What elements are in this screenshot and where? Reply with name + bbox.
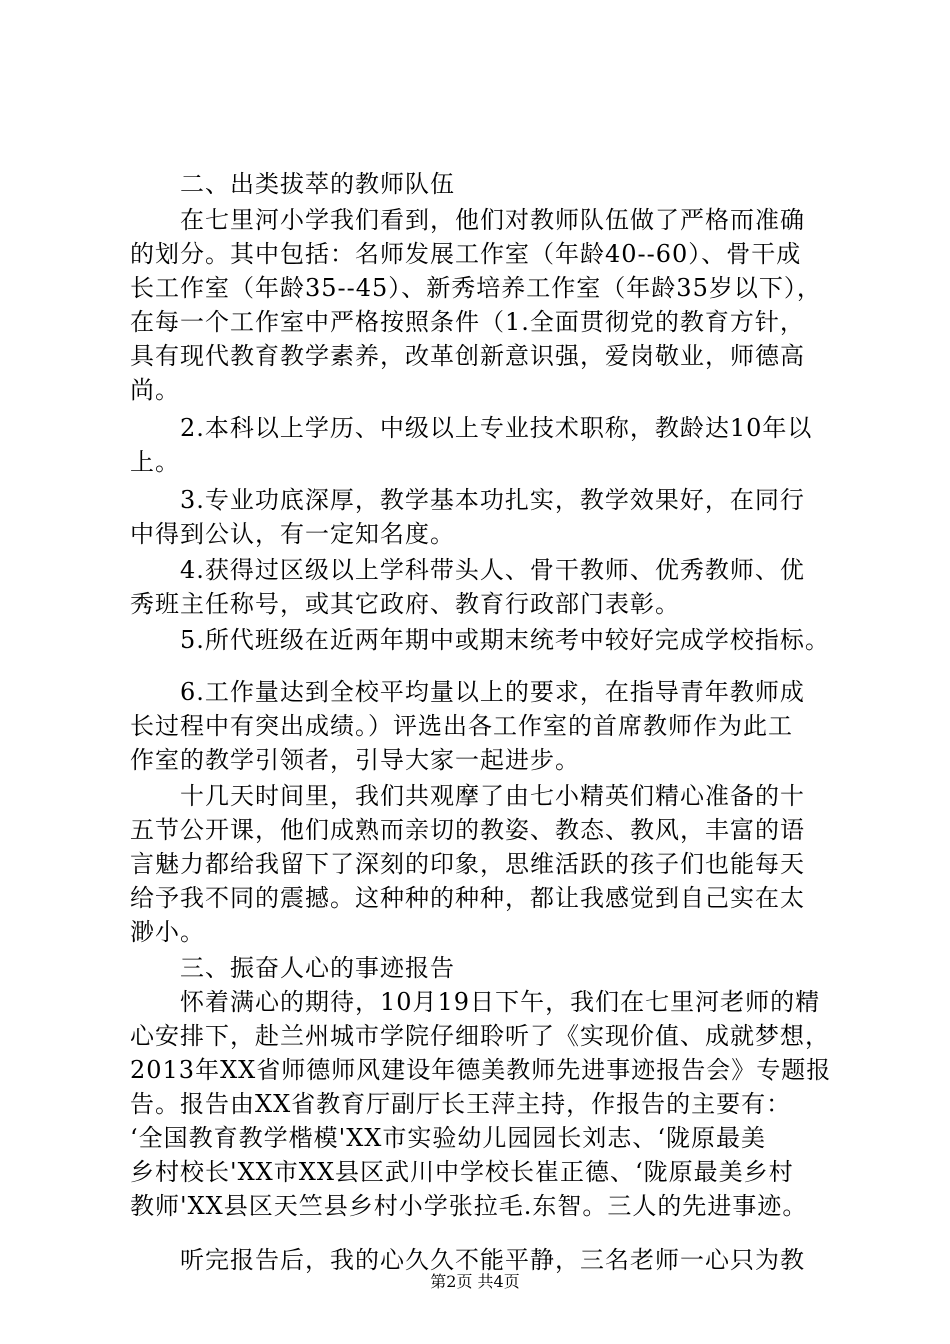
paragraph-line: 心安排下，赴兰州城市学院仔细聆听了《实现价值、成就梦想， (130, 1022, 830, 1050)
paragraph-line: 五节公开课，他们成熟而亲切的教姿、教态、教风，丰富的语 (130, 816, 805, 844)
paragraph-line: 乡村校长'XX市XX县区武川中学校长崔正德、‘陇原最美乡村 (130, 1158, 794, 1186)
paragraph-line: 尚。 (130, 376, 180, 404)
paragraph-line: 长工作室（年龄35--45）、新秀培养工作室（年龄35岁以下）， (130, 274, 822, 302)
paragraph-line: 言魅力都给我留下了深刻的印象，思维活跃的孩子们也能每天 (130, 850, 805, 878)
section-heading: 二、出类拔萃的教师队伍 (130, 170, 455, 198)
paragraph-line: 5.所代班级在近两年期中或期末统考中较好完成学校指标。 (130, 626, 830, 654)
paragraph-line: 6.工作量达到全校平均量以上的要求，在指导青年教师成 (130, 678, 805, 706)
paragraph-line: 听完报告后，我的心久久不能平静，三名老师一心只为教 (130, 1246, 805, 1274)
paragraph-line: 告。报告由XX省教育厅副厅长王萍主持，作报告的主要有： (130, 1090, 792, 1118)
paragraph-line: 在七里河小学我们看到，他们对教师队伍做了严格而准确 (130, 206, 805, 234)
paragraph-line: 给予我不同的震撼。这种种的种种，都让我感觉到自己实在太 (130, 884, 805, 912)
paragraph-line: 具有现代教育教学素养，改革创新意识强，爱岗敬业，师德高 (130, 342, 805, 370)
paragraph-line: ‘全国教育教学楷模'XX市实验幼儿园园长刘志、‘陇原最美 (130, 1124, 767, 1152)
paragraph-line: 怀着满心的期待，10月19日下午，我们在七里河老师的精 (130, 988, 821, 1016)
paragraph-line: 秀班主任称号，或其它政府、教育行政部门表彰。 (130, 590, 680, 618)
paragraph-line: 2013年XX省师德师风建设年德美教师先进事迹报告会》专题报 (130, 1056, 832, 1084)
paragraph-line: 上。 (130, 448, 180, 476)
paragraph-line: 3.专业功底深厚，教学基本功扎实，教学效果好，在同行 (130, 486, 805, 514)
section-heading: 三、振奋人心的事迹报告 (130, 954, 455, 982)
page-number-footer: 第2页 共4页 (430, 1272, 520, 1291)
paragraph-line: 教师'XX县区天竺县乡村小学张拉毛.东智。三人的先进事迹。 (130, 1192, 808, 1220)
paragraph-line: 长过程中有突出成绩。）评选出各工作室的首席教师作为此工 (130, 712, 793, 740)
paragraph-line: 2.本科以上学历、中级以上专业技术职称，教龄达10年以 (130, 414, 813, 442)
paragraph-line: 在每一个工作室中严格按照条件（1.全面贯彻党的教育方针， (130, 308, 805, 336)
paragraph-line: 渺小。 (130, 918, 205, 946)
paragraph-line: 中得到公认，有一定知名度。 (130, 520, 455, 548)
paragraph-line: 的划分。其中包括：名师发展工作室（年龄40--60）、骨干成 (130, 240, 802, 268)
paragraph-line: 作室的教学引领者，引导大家一起进步。 (130, 746, 580, 774)
paragraph-line: 十几天时间里，我们共观摩了由七小精英们精心准备的十 (130, 782, 805, 810)
paragraph-line: 4.获得过区级以上学科带头人、骨干教师、优秀教师、优 (130, 556, 805, 584)
